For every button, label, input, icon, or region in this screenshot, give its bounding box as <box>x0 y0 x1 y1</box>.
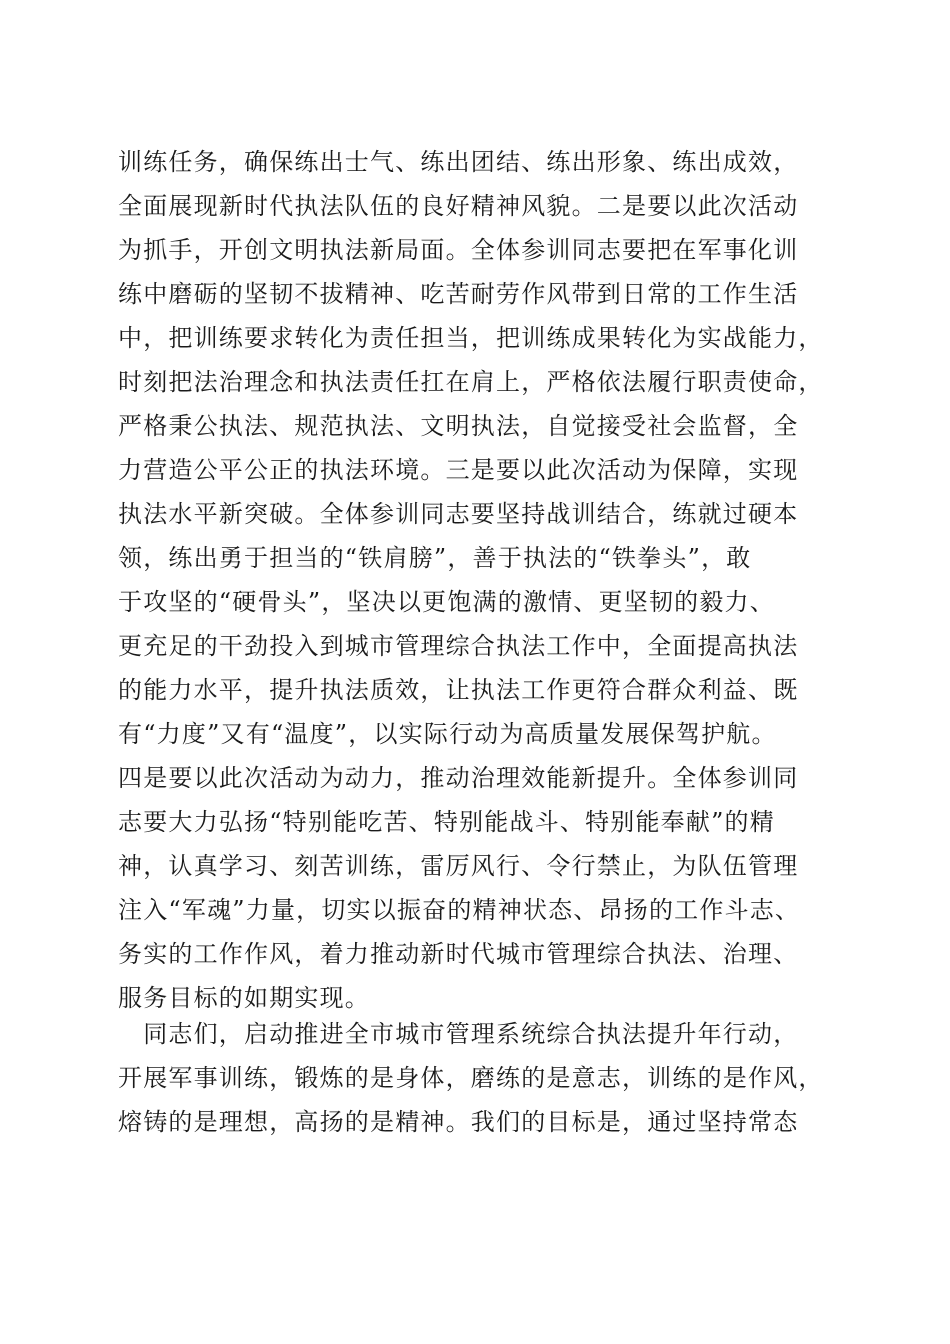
paragraph-1 <box>118 140 858 1020</box>
text-line: 熔铸的是理想，高扬的是精神。我们的目标是，通过坚持常态 <box>118 1108 799 1136</box>
text-line: 同志们，启动推进全市城市管理系统综合执法提升年行动， <box>118 1020 799 1048</box>
text-line: 服务目标的如期实现。 <box>118 984 370 1012</box>
text-line: 务实的工作作风，着力推动新时代城市管理综合执法、治理、 <box>118 940 799 968</box>
text-line: 练中磨砺的坚韧不拔精神、吃苦耐劳作风带到日常的工作生活 <box>118 280 799 308</box>
text-line: 有“力度”又有“温度”，以实际行动为高质量发展保驾护航。 <box>118 720 777 748</box>
text-line: 四是要以此次活动为动力，推动治理效能新提升。全体参训同 <box>118 764 799 792</box>
text-line: 开展军事训练，锻炼的是身体，磨练的是意志，训练的是作风， <box>118 1064 824 1092</box>
text-line: 中，把训练要求转化为责任担当，把训练成果转化为实战能力， <box>118 324 824 352</box>
text-line: 力营造公平公正的执法环境。三是要以此次活动为保障，实现 <box>118 456 799 484</box>
text-line: 神，认真学习、刻苦训练，雷厉风行、令行禁止，为队伍管理 <box>118 852 799 880</box>
text-line: 的能力水平，提升执法质效，让执法工作更符合群众利益、既 <box>118 676 799 704</box>
paragraph-2 <box>118 1012 858 1144</box>
text-line: 执法水平新突破。全体参训同志要坚持战训结合，练就过硬本 <box>118 500 799 528</box>
text-line: 严格秉公执法、规范执法、文明执法，自觉接受社会监督，全 <box>118 412 799 440</box>
text-line: 训练任务，确保练出士气、练出团结、练出形象、练出成效， <box>118 148 799 176</box>
text-line: 领，练出勇于担当的“铁肩膀”，善于执法的“铁拳头”，敢 <box>118 544 752 572</box>
text-line: 志要大力弘扬“特别能吃苦、特别能战斗、特别能奉献”的精 <box>118 808 775 836</box>
text-line: 更充足的干劲投入到城市管理综合执法工作中，全面提高执法 <box>118 632 799 660</box>
text-line: 于攻坚的“硬骨头”，坚决以更饱满的激情、更坚韧的毅力、 <box>118 588 775 616</box>
text-line: 为抓手，开创文明执法新局面。全体参训同志要把在军事化训 <box>118 236 799 264</box>
text-line: 全面展现新时代执法队伍的良好精神风貌。二是要以此次活动 <box>118 192 799 220</box>
text-line: 注入“军魂”力量，切实以振奋的精神状态、昂扬的工作斗志、 <box>118 896 801 924</box>
text-line: 时刻把法治理念和执法责任扛在肩上，严格依法履行职责使命， <box>118 368 824 396</box>
